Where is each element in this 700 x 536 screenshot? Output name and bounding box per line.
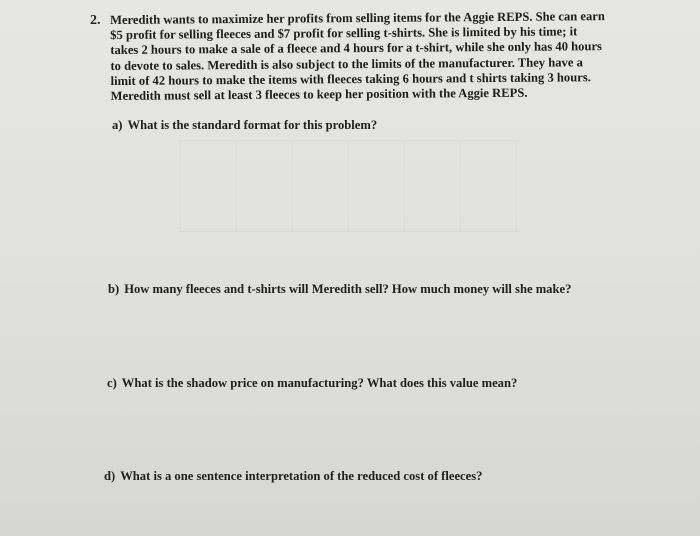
part-d xyxy=(104,469,482,484)
part-c-text: What is the shadow price on manufacturing? What does this value mean? xyxy=(121,376,518,390)
part-d-text: What is a one sentence interpretation of the reduced cost of fleeces? xyxy=(120,469,483,483)
question-number: 2. xyxy=(90,13,101,28)
part-b xyxy=(108,282,571,297)
part-b-text: How many fleeces and t-shirts will Meredith sell? How much money will she make? xyxy=(124,282,572,296)
part-b-label: b) xyxy=(108,282,120,296)
part-c-label: c) xyxy=(107,376,117,390)
show-through-texture xyxy=(180,140,520,232)
part-c xyxy=(107,376,517,391)
part-d-label: d) xyxy=(104,469,116,483)
part-a xyxy=(112,118,377,133)
part-a-label: a) xyxy=(112,118,123,132)
part-a-text: What is the standard format for this problem? xyxy=(127,118,378,132)
question-prompt: Meredith wants to maximize her profits from selling items for the Aggie REPS. She can earn $5 profit for selling fleeces and $7 profit for selling t-shirts. She is limited by his time; it takes 2 hours to make a sale of a fleece and 4 hours for a t-shirt, while she only has 40 hours to devote to sales. Meredith is also subject to the limits of the manufacturer. They have a limit of 42 hours to make the items with fleeces taking 6 hours and t shirts taking 3 hours. Meredith must sell at least 3 fleeces to keep her position with the Aggie REPS. xyxy=(110,9,605,104)
